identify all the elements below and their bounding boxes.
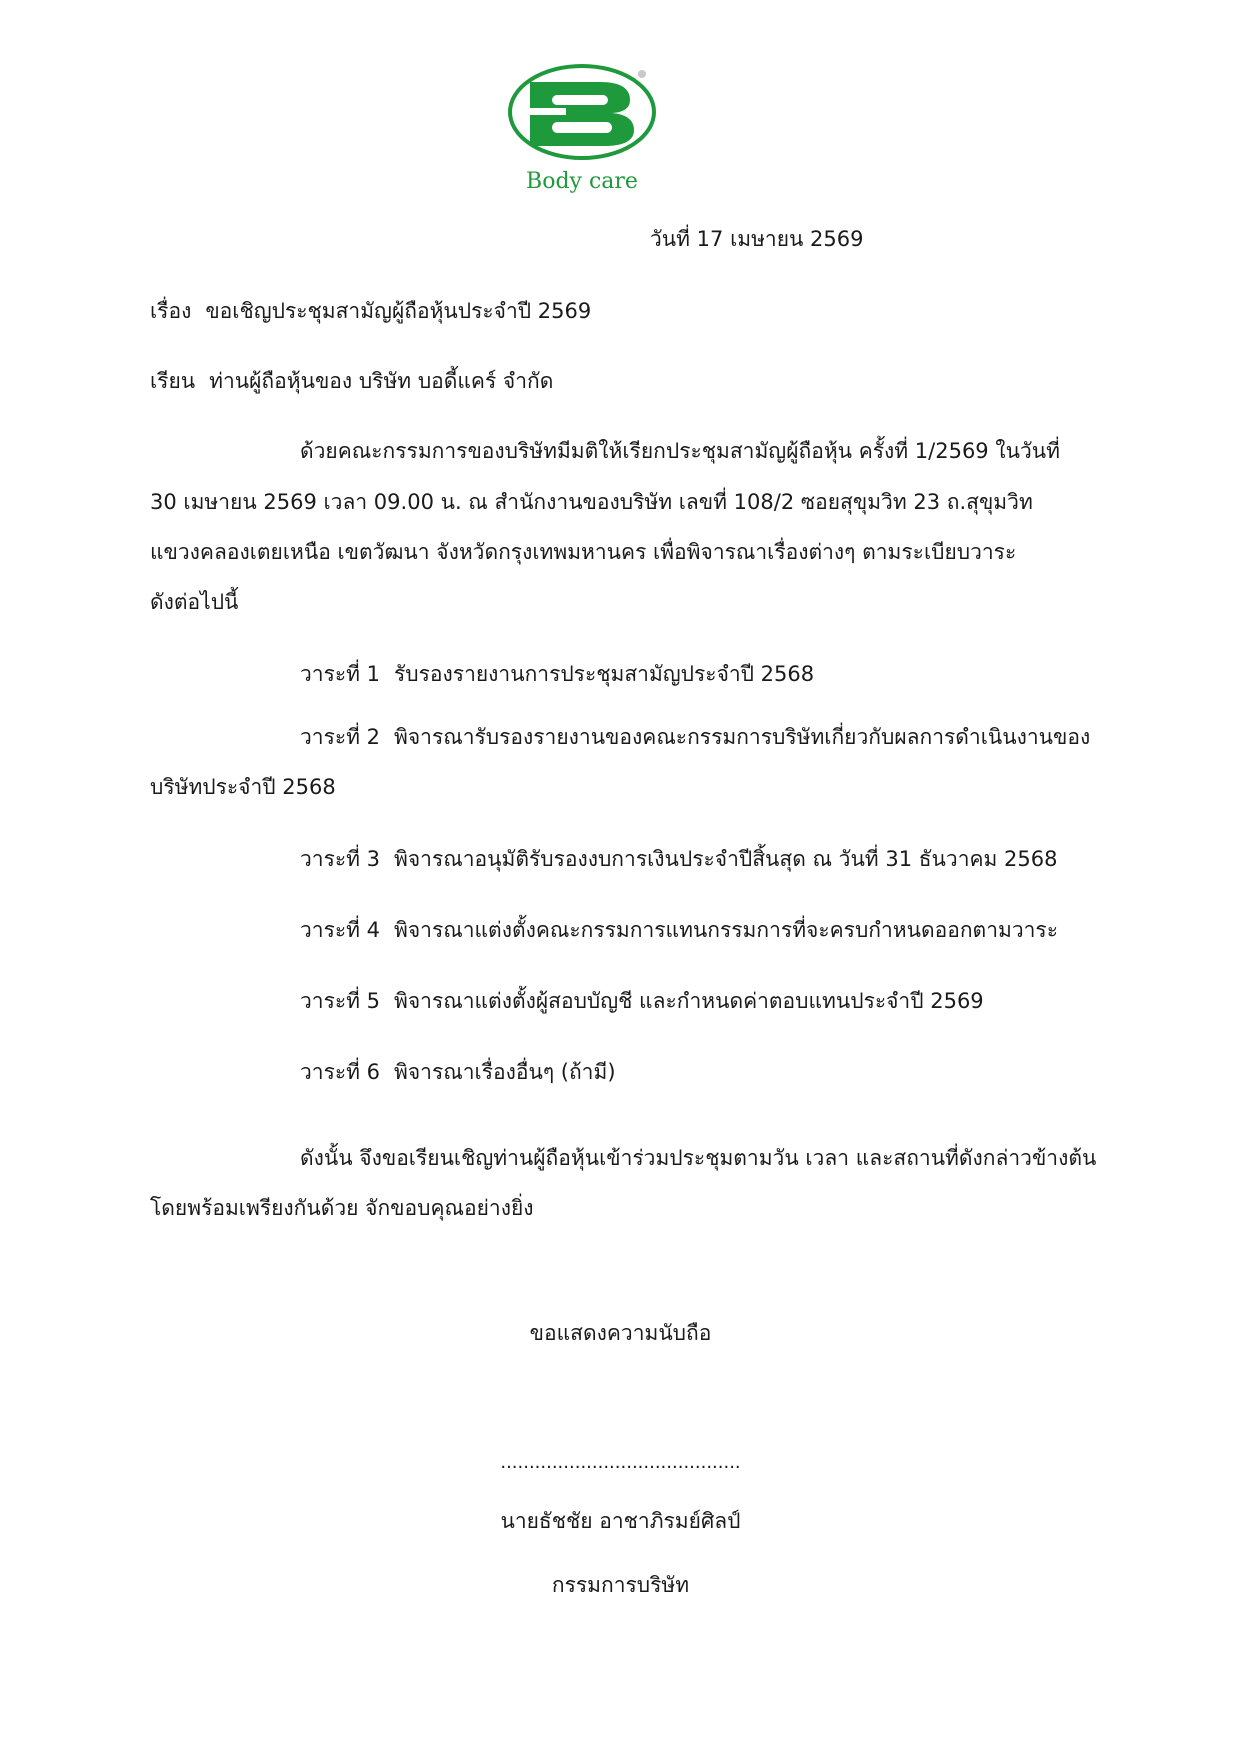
letter-date: วันที่ 17 เมษายน 2569 xyxy=(650,227,864,251)
agenda-text: พิจารณาอนุมัติรับรองงบการเงินประจำปีสิ้นสุด ณ วันที่ 31 ธันวาคม 2568 xyxy=(394,847,1058,871)
signature-dotted-line: .......................................... xyxy=(500,1452,741,1473)
subject-label: เรื่อง xyxy=(150,299,192,323)
agenda-item-2 xyxy=(300,722,1090,752)
intro-line: ด้วยคณะกรรมการของบริษัทมีมติให้เรียกประชุมสามัญผู้ถือหุ้น ครั้งที่ 1/2569 ในวันที่ xyxy=(300,439,1060,463)
salutation: ขอแสดงความนับถือ xyxy=(529,1321,712,1345)
intro-line: 30 เมษายน 2569 เวลา 09.00 น. ณ สำนักงานของบริษัท เลขที่ 108/2 ซอยสุขุมวิท 23 ถ.สุขุมวิท xyxy=(150,490,1033,514)
signatory-title: กรรมการบริษัท xyxy=(551,1573,690,1597)
agenda-item-4 xyxy=(300,915,1058,945)
signatory-name: นายธัชชัย อาชาภิรมย์ศิลป์ xyxy=(500,1509,741,1533)
agenda-item-2-continuation: บริษัทประจำปี 2568 xyxy=(150,775,336,799)
agenda-item-1 xyxy=(300,659,814,689)
bodycare-logo xyxy=(500,62,670,202)
recipient-text: ท่านผู้ถือหุ้นของ บริษัท บอดี้แคร์ จำกัด xyxy=(209,369,554,393)
agenda-label: วาระที่ 4 xyxy=(300,918,381,942)
closing-line: ดังนั้น จึงขอเรียนเชิญท่านผู้ถือหุ้นเข้าร่วมประชุมตามวัน เวลา และสถานที่ดังกล่าวข้างต้น xyxy=(300,1146,1097,1170)
intro-line: ดังต่อไปนี้ xyxy=(150,590,239,614)
subject-text: ขอเชิญประชุมสามัญผู้ถือหุ้นประจำปี 2569 xyxy=(205,299,592,323)
agenda-label: วาระที่ 1 xyxy=(300,662,381,686)
agenda-item-3 xyxy=(300,844,1058,874)
agenda-text: รับรองรายงานการประชุมสามัญประจำปี 2568 xyxy=(394,662,815,686)
agenda-item-6 xyxy=(300,1057,616,1087)
recipient-line xyxy=(150,366,553,396)
agenda-label: วาระที่ 6 xyxy=(300,1060,381,1084)
closing-line: โดยพร้อมเพรียงกันด้วย จักขอบคุณอย่างยิ่ง xyxy=(150,1196,534,1220)
agenda-text: พิจารณาแต่งตั้งคณะกรรมการแทนกรรมการที่จะครบกำหนดออกตามวาระ xyxy=(394,918,1058,942)
recipient-label: เรียน xyxy=(150,369,196,393)
agenda-text: พิจารณาเรื่องอื่นๆ (ถ้ามี) xyxy=(394,1060,616,1084)
agenda-label: วาระที่ 3 xyxy=(300,847,381,871)
agenda-label: วาระที่ 2 xyxy=(300,725,381,749)
logo-text: Body care xyxy=(526,169,638,194)
agenda-text: พิจารณาแต่งตั้งผู้สอบบัญชี และกำหนดค่าตอบแทนประจำปี 2569 xyxy=(394,989,984,1013)
agenda-text: พิจารณารับรองรายงานของคณะกรรมการบริษัทเกี่ยวกับผลการดำเนินงานของ xyxy=(394,725,1091,749)
intro-line: แขวงคลองเตยเหนือ เขตวัฒนา จังหวัดกรุงเทพมหานคร เพื่อพิจารณาเรื่องต่างๆ ตามระเบียบวาระ xyxy=(150,540,1017,564)
subject-line xyxy=(150,296,591,326)
agenda-item-5 xyxy=(300,986,984,1016)
agenda-label: วาระที่ 5 xyxy=(300,989,381,1013)
